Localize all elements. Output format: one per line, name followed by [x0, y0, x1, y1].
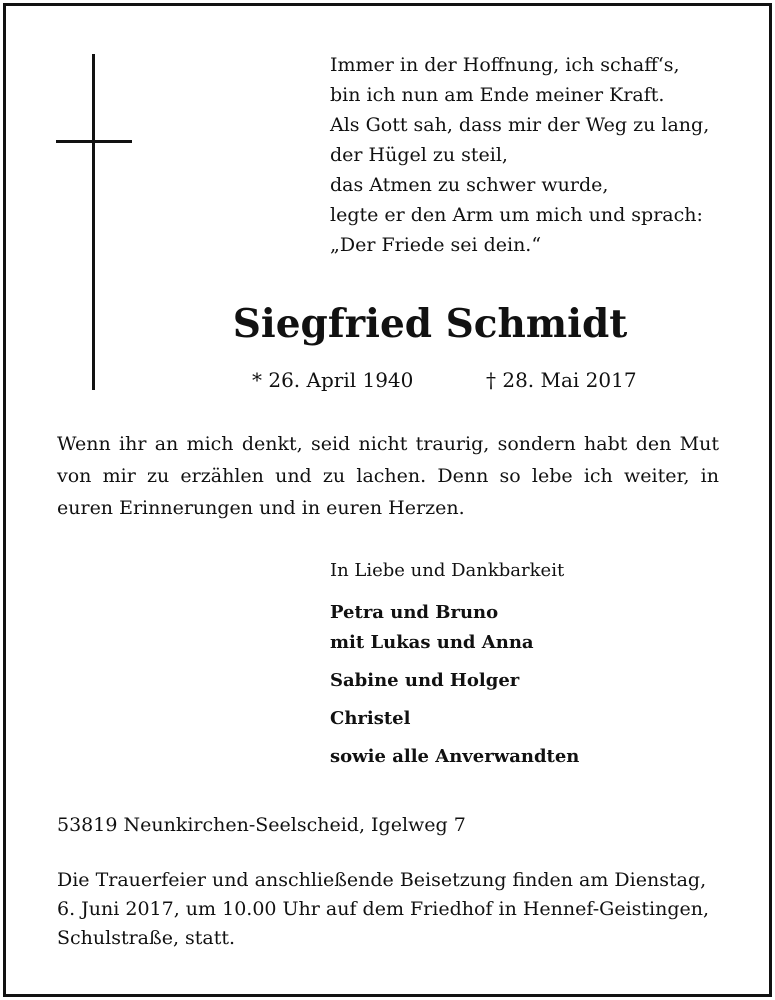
- cross-vertical-bar: [92, 54, 95, 390]
- thanks-line: In Liebe und Dankbarkeit: [330, 560, 565, 581]
- mourner-name: Petra und Bruno: [330, 602, 499, 623]
- service-line: Schulstraße, statt.: [57, 927, 236, 949]
- mourner-name: sowie alle Anverwandten: [330, 746, 580, 767]
- life-dates: [252, 364, 672, 396]
- birth-date: * 26. April 1940: [252, 368, 414, 392]
- cross-icon: [56, 54, 132, 390]
- mourners-list: [330, 598, 750, 780]
- mourner-group: [330, 666, 750, 696]
- deceased-name: Siegfried Schmidt: [232, 301, 628, 347]
- mourner-group: [330, 742, 750, 772]
- poem-line: das Atmen zu schwer wurde,: [330, 174, 609, 196]
- service-details: [57, 866, 719, 953]
- family-address: 53819 Neunkirchen-Seelscheid, Igelweg 7: [57, 814, 466, 836]
- poem-line: Immer in der Hoffnung, ich schaff‘s,: [330, 54, 680, 76]
- death-date: † 28. Mai 2017: [486, 368, 637, 392]
- mourner-name: Sabine und Holger: [330, 670, 520, 691]
- mourner-name: mit Lukas und Anna: [330, 632, 534, 653]
- poem-line: „Der Friede sei dein.“: [330, 234, 542, 256]
- poem-line: bin ich nun am Ende meiner Kraft.: [330, 84, 665, 106]
- mourner-group: [330, 704, 750, 734]
- mourner-name: Christel: [330, 708, 411, 729]
- poem-line: Als Gott sah, dass mir der Weg zu lang,: [330, 114, 710, 136]
- cross-horizontal-bar: [56, 140, 132, 143]
- service-line: 6. Juni 2017, um 10.00 Uhr auf dem Friedhof in Hennef-Geistingen,: [57, 898, 710, 920]
- poem-line: der Hügel zu steil,: [330, 144, 508, 166]
- mourner-group: [330, 598, 750, 658]
- service-line: Die Trauerfeier und anschließende Beisetzung finden am Dienstag,: [57, 869, 707, 891]
- poem: [330, 50, 750, 260]
- farewell-message: Wenn ihr an mich denkt, seid nicht traurig, sondern habt den Mut von mir zu erzählen und zu lachen. Denn so lebe ich weiter, in euren Erinnerungen und in euren Herzen.: [57, 433, 719, 519]
- poem-line: legte er den Arm um mich und sprach:: [330, 204, 703, 226]
